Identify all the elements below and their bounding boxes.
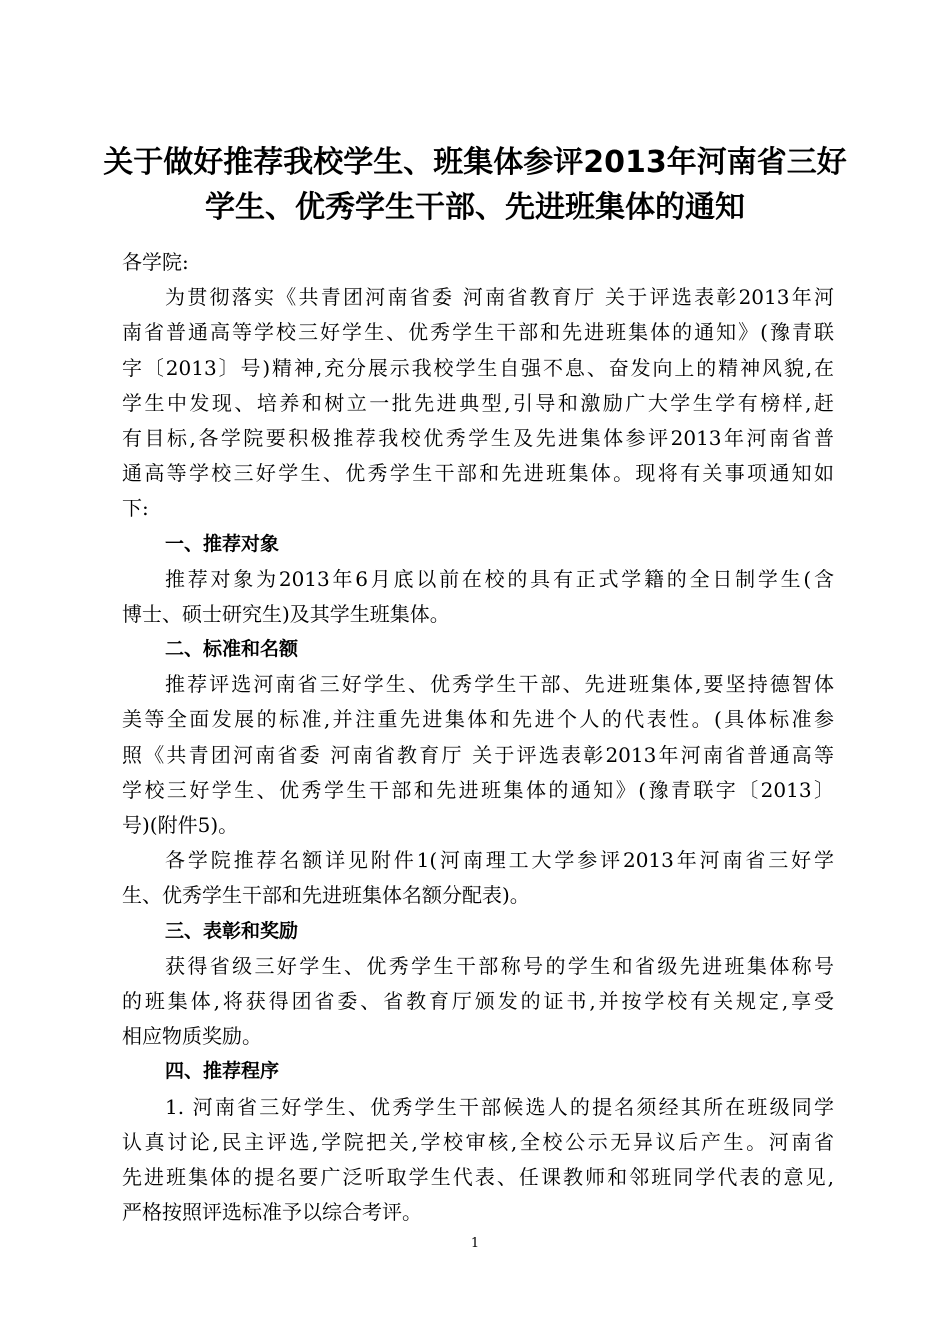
salutation: 各学院: (122, 250, 189, 274)
paragraph-line: 有目标,各学院要积极推荐我校优秀学生及先进集体参评2013年河南省普 (122, 425, 834, 450)
paragraph-line: 博士、硕士研究生)及其学生班集体。 (122, 601, 450, 626)
paragraph-line: 通高等学校三好学生、优秀学生干部和先进班集体。现将有关事项通知如 (122, 461, 834, 486)
paragraph-line: 字〔2013〕号)精神,充分展示我校学生自强不息、奋发向上的精神风貌,在 (122, 355, 834, 380)
paragraph-line: 推荐评选河南省三好学生、优秀学生干部、先进班集体,要坚持德智体 (165, 672, 834, 697)
paragraph-line: 推荐对象为2013年6月底以前在校的具有正式学籍的全日制学生(含 (165, 566, 834, 591)
document-body (122, 245, 834, 1230)
section-heading: 二、标准和名额 (165, 638, 299, 661)
paragraph-line: 1. 河南省三好学生、优秀学生干部候选人的提名须经其所在班级同学 (165, 1094, 834, 1119)
paragraph-line: 严格按照评选标准予以综合考评。 (122, 1200, 422, 1225)
paragraph-line: 照《共青团河南省委 河南省教育厅 关于评选表彰2013年河南省普通高等 (122, 742, 834, 767)
paragraph-line: 为贯彻落实《共青团河南省委 河南省教育厅 关于评选表彰2013年河 (165, 285, 834, 310)
paragraph-line: 获得省级三好学生、优秀学生干部称号的学生和省级先进班集体称号 (165, 953, 834, 978)
paragraph-line: 号)(附件5)。 (122, 813, 239, 837)
paragraph-line: 学生中发现、培养和树立一批先进典型,引导和激励广大学生学有榜样,赶 (122, 390, 834, 415)
paragraph-line: 生、优秀学生干部和先进班集体名额分配表)。 (122, 883, 530, 908)
section-heading: 四、推荐程序 (165, 1060, 280, 1083)
paragraph-line: 先进班集体的提名要广泛听取学生代表、任课教师和邻班同学代表的意见, (122, 1164, 834, 1189)
paragraph-line: 下: (122, 496, 149, 521)
paragraph-line: 的班集体,将获得团省委、省教育厅颁发的证书,并按学校有关规定,享受 (122, 988, 834, 1013)
document-title-line-2: 学生、优秀学生干部、先进班集体的通知 (205, 190, 745, 225)
paragraph-line: 南省普通高等学校三好学生、优秀学生干部和先进班集体的通知》(豫青联 (122, 320, 834, 345)
document-title-line-1: 关于做好推荐我校学生、班集体参评2013年河南省三好 (103, 145, 847, 180)
page-number: 1 (470, 1236, 480, 1251)
paragraph-line: 学校三好学生、优秀学生干部和先进班集体的通知》(豫青联字〔2013〕 (122, 777, 834, 802)
paragraph-line: 美等全面发展的标准,并注重先进集体和先进个人的代表性。(具体标准参 (122, 707, 834, 732)
section-heading: 三、表彰和奖励 (165, 919, 299, 942)
paragraph-line: 认真讨论,民主评选,学院把关,学校审核,全校公示无异议后产生。河南省 (122, 1129, 834, 1154)
paragraph-line: 相应物质奖励。 (122, 1024, 262, 1049)
section-heading: 一、推荐对象 (165, 532, 280, 555)
paragraph-line: 各学院推荐名额详见附件1(河南理工大学参评2013年河南省三好学 (165, 848, 834, 873)
